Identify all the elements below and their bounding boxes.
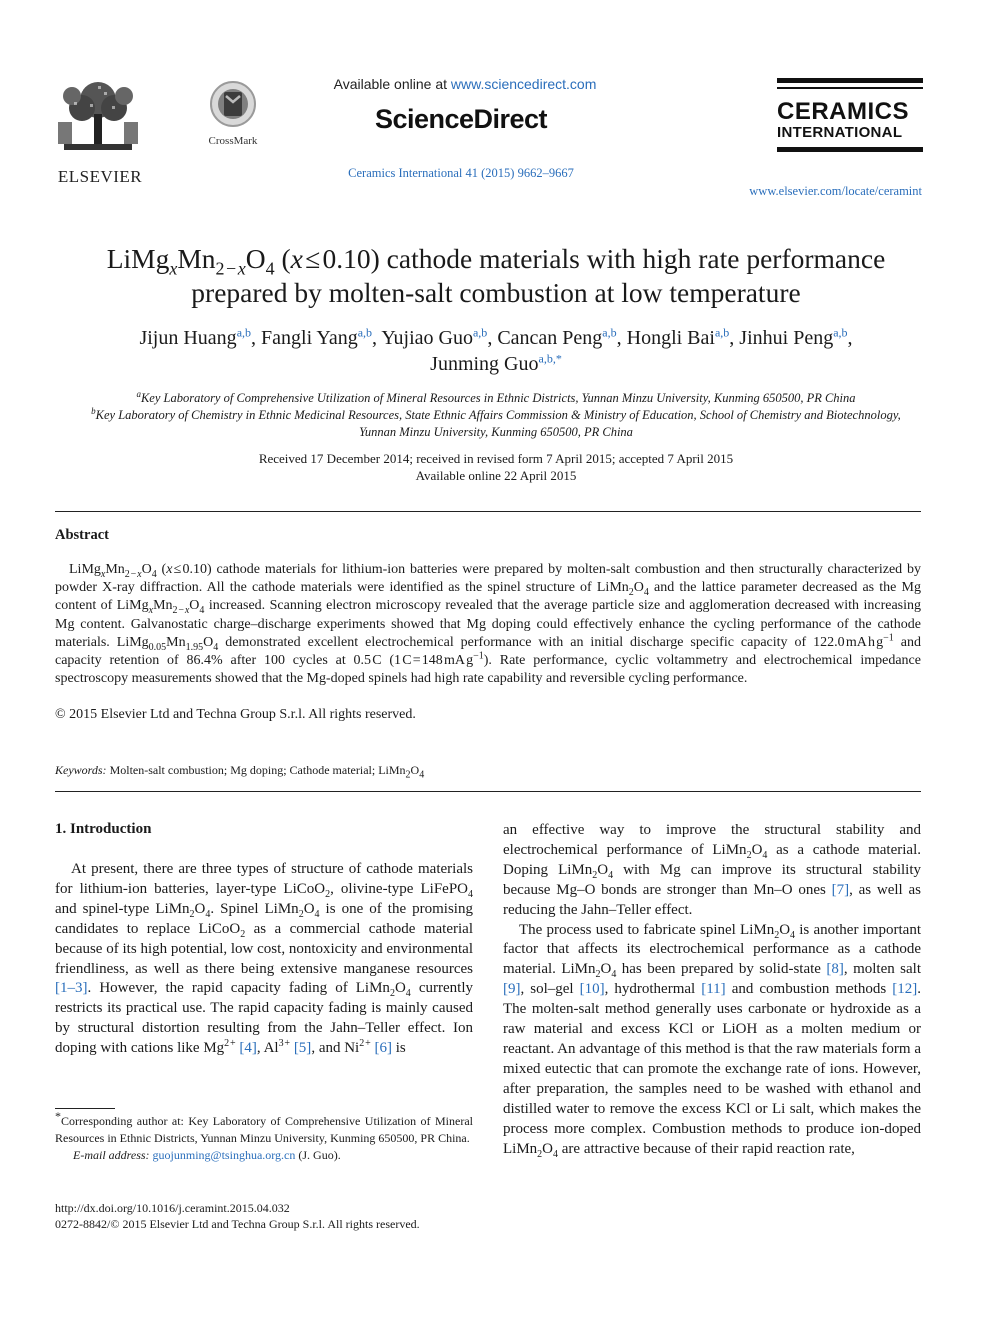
intro-paragraph-2: The process used to fabricate spinel $LiMn_2O_4$ is another important factor that affects its electrochemical performance as a cathode material. $LiMn_2O_4$ has been prepared by solid-state [8], molten salt [9], sol–gel [10], hydrothermal [11] and combustion methods [12]. The molten-salt method generally uses carbonate or hydroxide as a raw material and excess KCl or LiOH as a molten medium or reactant. An advantage of this method is that the raw materials form a mixed eutectic that can promote the exchange rate of ions. However, after preparation, the samples need to be washed with ethanol and distilled water to remove the excess KCl or Li salt, which makes the process more complex. Combustion methods to produce ion-doped $LiMn_2O_4$ are attractive because of their rapid reaction rate,: [503, 921, 921, 1160]
keywords-label: Keywords:: [55, 763, 107, 777]
affiliation-b-cont: Yunnan Minzu University, Kunming 650500, PR China: [359, 425, 633, 439]
journal-url-link[interactable]: www.elsevier.com/locate/ceramint: [749, 184, 922, 198]
corresponding-note: *Corresponding author at: Key Laboratory of Comprehensive Utilization of Mineral Resources in Ethnic Districts, Yunnan Minzu University, Kunming 650500, PR China.: [55, 1109, 473, 1145]
email-line: E-mail address: guojunming@tsinghua.org.cn (J. Guo).: [73, 1148, 341, 1162]
author[interactable]: Cancan Peng$^{a,b}$: [497, 325, 617, 349]
elsevier-tree-icon: [52, 78, 144, 160]
citation-link[interactable]: [4]: [239, 1040, 257, 1057]
author[interactable]: Fangli Yang$^{a,b}$: [261, 325, 373, 349]
issn-copyright: 0272-8842/© 2015 Elsevier Ltd and Techna Group S.r.l. All rights reserved.: [55, 1217, 420, 1231]
citation-link[interactable]: [9]: [503, 981, 521, 998]
elsevier-wordmark: ELSEVIER: [57, 167, 143, 186]
citation-link[interactable]: [8]: [826, 961, 844, 978]
abstract-text: $LiMg_xMn_{2 - x}O_4$ (x ≤ 0.10) cathode materials for lithium-ion batteries were prepared by molten-salt combustion and then structurally characterized by powder X-ray diffraction. All the cathode materials were identified as the spinel structure of $LiMn_2O_4$ and the lattice parameter decreased as the Mg content of $LiMg_xMn_{2 - x}O_4$ increased. Scanning electron microscopy revealed that the average particle size and agglomeration decreased with increasing Mg content. Galvanostatic charge–discharge experiments showed that Mg doping could effectively enhance the cycling performance of the cathode materials. $LiMg_{0.05}Mn_{1.95}O_4$ demonstrated excellent electrochemical performance with an initial discharge specific capacity of 122.0 mA h $g^{-1}$ and capacity retention of 86.4% after 100 cycles at 0.5 C (1 C = 148 mA $g^{-1}$). Rate performance, cyclic voltammetry and electrochemical impedance spectroscopy measurements showed that the Mg-doped spinels had high rate capability and reversible cycling performance.: [55, 562, 922, 687]
logo-bar-thin: [777, 87, 923, 89]
available-online-line: [300, 76, 630, 92]
affiliation-a: $^a$Key Laboratory of Comprehensive Utilization of Mineral Resources in Ethnic Districts, Yunnan Minzu University, Kunming 650500, PR China: [136, 388, 856, 405]
article-dates: [40, 450, 952, 484]
citation-link[interactable]: [10]: [579, 981, 605, 998]
received-dates: Received 17 December 2014; received in revised form 7 April 2015; accepted 7 April 2015: [258, 451, 734, 466]
intro-paragraph-1-cont: an effective way to improve the structural stability and electrochemical performance of $LiMn_2O_4$ as a cathode material. Doping $LiMn_2O_4$ with Mg can improve its structural stability because Mg–O bonds are stronger than Mn–O ones [7], as well as reducing the Jahn–Teller effect.: [503, 822, 921, 918]
crossmark-label: CrossMark: [208, 135, 258, 147]
affiliations: [40, 390, 952, 441]
citation-link[interactable]: [6]: [374, 1040, 392, 1057]
citation-link[interactable]: [7]: [831, 881, 850, 898]
title-line-2: prepared by molten-salt combustion at low temperature: [191, 277, 801, 308]
citation-link[interactable]: [11]: [701, 981, 726, 998]
abstract-copyright: © 2015 Elsevier Ltd and Techna Group S.r.l. All rights reserved.: [55, 707, 416, 722]
body-column-left: [55, 860, 473, 1059]
abstract-bottom-rule: [55, 791, 921, 792]
citation-link[interactable]: [5]: [293, 1040, 312, 1057]
sciencedirect-brand: ScienceDirect: [374, 104, 548, 134]
intro-paragraph-1: At present, there are three types of structure of cathode materials for lithium-ion batteries, layer-type LiCoO$_2$, olivine-type LiFePO$_4$ and spinel-type $LiMn_2O_4$. Spinel $LiMn_2O_4$ is one of the promising candidates to replace LiCoO$_2$ as a commercial cathode material because of its high potential, low cost, nontoxicity and environmental friendliness, as well as there being extensive manganese resources [1–3]. However, the rapid capacity fading of $LiMn_2O_4$ currently restricts its practical use. The rapid capacity fading is mainly caused by structural distortion resulting from the Jahn–Teller effect. Ion doping with cations like $Mg^{2 +}$ [4], $Al^{3 +}$ [5], and $Ni^{2 +}$ [6] is: [55, 861, 473, 1057]
body-column-right: [503, 821, 921, 1159]
author[interactable]: Jijun Huang$^{a,b}$: [139, 325, 252, 349]
doi-link[interactable]: http://dx.doi.org/10.1016/j.ceramint.2015.04.032: [55, 1201, 290, 1215]
author[interactable]: Hongli Bai$^{a,b}$: [626, 325, 730, 349]
article-title: [40, 242, 952, 310]
logo-bar-thick: [777, 78, 923, 83]
crossmark-icon: [208, 80, 258, 128]
logo-bar-bottom: [777, 147, 923, 152]
author-list: Jijun Huang$^{a,b}$, Fangli Yang$^{a,b}$, Yujiao Guo$^{a,b}$, Cancan Peng$^{a,b}$, Hongli Bai$^{a,b}$, Jinhui Peng$^{a,b}$, Junming Guo$^{a,b,*}$: [139, 325, 853, 375]
available-online-date: Available online 22 April 2015: [415, 468, 577, 483]
journal-word-ceramics: CERAMICS: [777, 98, 910, 125]
available-prefix: Available online at: [333, 76, 451, 92]
article-doi-block: [55, 1200, 420, 1232]
affiliation-b: $^b$Key Laboratory of Chemistry in Ethnic Medicinal Resources, State Ethnic Affairs Commission & Ministry of Education, School of Chemistry and Biotechnology,: [91, 405, 901, 422]
keywords-list: Molten-salt combustion; Mg doping; Cathode material;: [106, 763, 379, 777]
title-line-1: $LiMg_xMn_{2 - x}O_4$ (x ≤ 0.10) cathode materials with high rate performance: [106, 243, 886, 279]
citation-link[interactable]: [12]: [892, 981, 918, 998]
author[interactable]: Junming Guo$^{a,b,*}$: [430, 351, 562, 375]
crossmark-badge[interactable]: [200, 80, 266, 147]
author-email-link[interactable]: guojunming@tsinghua.org.cn: [152, 1148, 296, 1162]
abstract-heading: Abstract: [55, 527, 109, 543]
ceramics-international-logo: [777, 78, 923, 152]
sciencedirect-link[interactable]: www.sciencedirect.com: [450, 76, 597, 92]
elsevier-logo[interactable]: [52, 78, 148, 186]
author[interactable]: Yujiao Guo$^{a,b}$: [381, 325, 488, 349]
author[interactable]: Jinhui Peng$^{a,b}$: [739, 325, 848, 349]
section-heading-introduction: 1. Introduction: [55, 821, 152, 837]
footnote-rule: [55, 1108, 115, 1109]
corresponding-author-footnote: [55, 1109, 473, 1164]
journal-citation-link[interactable]: Ceramics International 41 (2015) 9662–9667: [348, 166, 574, 180]
keywords: Keywords: Molten-salt combustion; Mg doping; Cathode material; $LiMn_2O_4$: [55, 763, 425, 781]
journal-word-international: INTERNATIONAL: [777, 124, 903, 141]
citation-link[interactable]: [1–3]: [55, 980, 88, 997]
abstract-top-rule: [55, 511, 921, 512]
